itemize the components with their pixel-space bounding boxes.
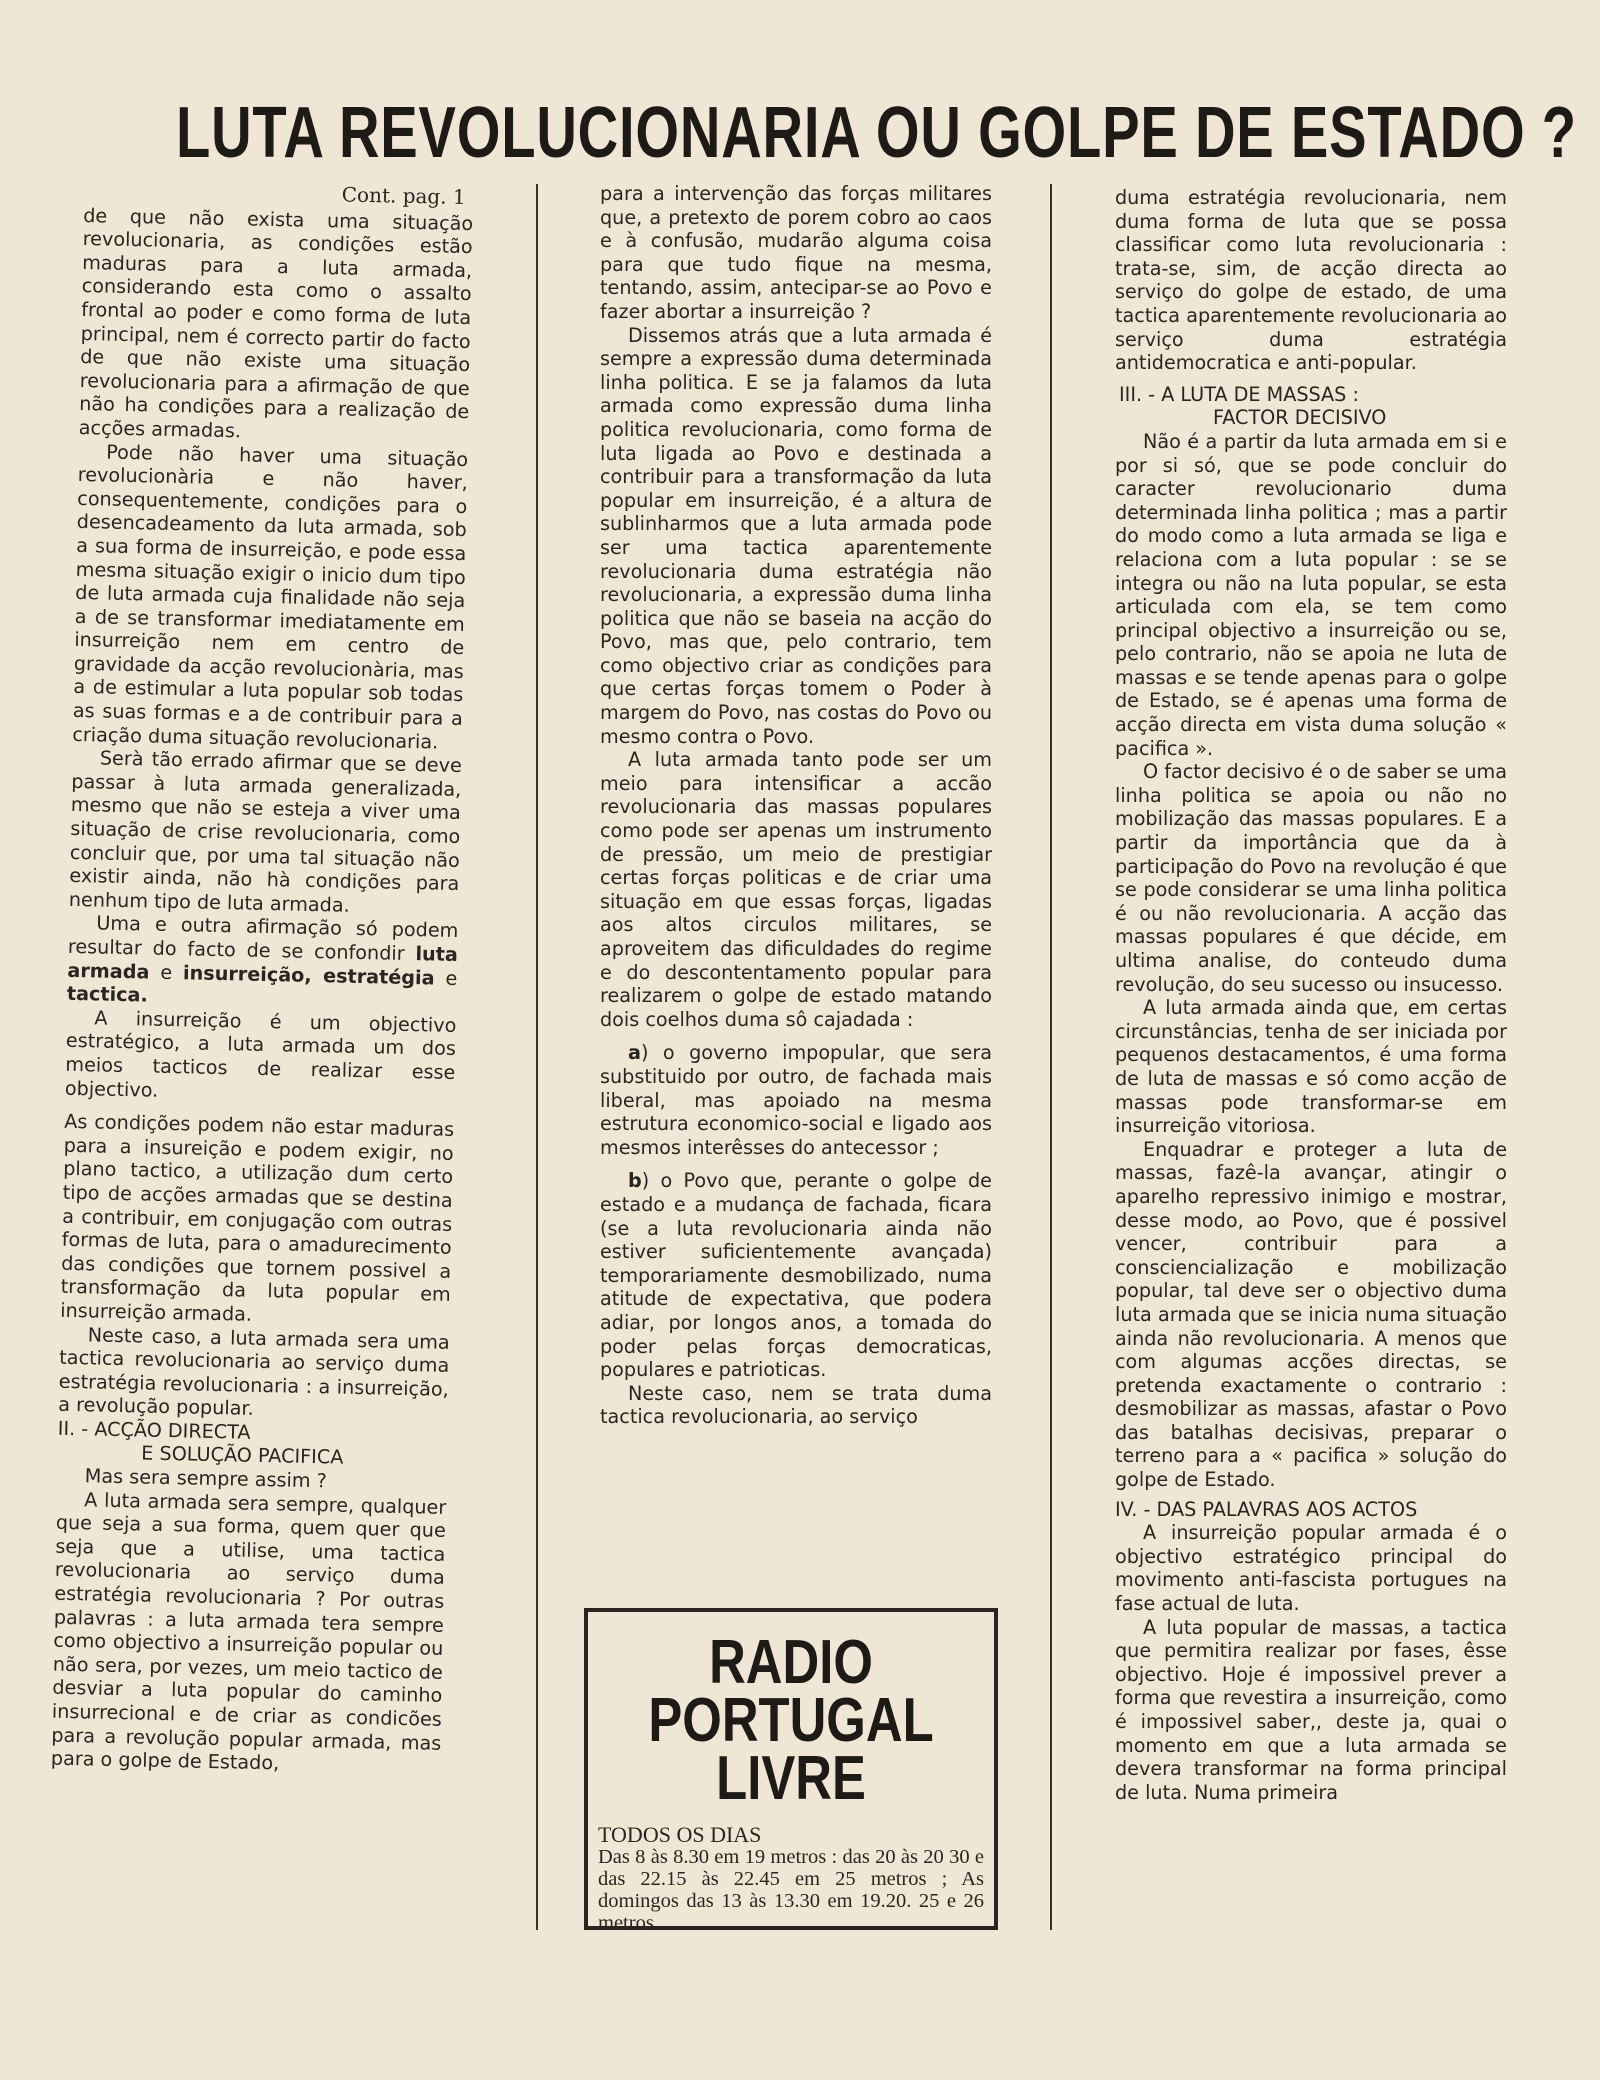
text-run: Uma e outra afirmação só podem resultar do facto de se confondir (67, 911, 459, 965)
paragraph: Mas sera sempre assim ? (84, 1464, 328, 1493)
page-headline: LUTA REVOLUCIONARIA OU GOLPE DE ESTADO ? (176, 93, 1577, 173)
text-run: ) o Povo que, perante o golpe de estado e a mudança de fachada, ficara (se a luta revolucionaria ainda não estiver suficientemente avançada) temporariamente desmobilizado, numa atitude de expectativa, que podera adiar, por longos anos, a tomada do poder pelas forças democraticas, populares e patrioticas. (600, 1169, 992, 1382)
schedule-days: TODOS OS DIAS (598, 1822, 762, 1847)
section-heading: IV. - DAS PALAVRAS AOS ACTOS (1115, 1497, 1418, 1521)
column-2 (600, 182, 992, 1429)
paragraph: de que não exista uma situação revolucionaria, as condições estão maduras para a luta armada, considerando esta como o assalto frontal ao poder e como forma de luta principal, nem é correcto partir do facto de que não existe uma situação revolucionaria para a afirmação de que não ha condições para a realização de acções armadas. (78, 203, 474, 443)
list-marker: a (628, 1041, 641, 1065)
list-item (600, 1169, 992, 1381)
paragraph: As condições podem não estar maduras para a insureição e podem exigir, no plano tactico, a utilização dum certo tipo de acções armadas que se destina a contribuir, em conjugação com outras formas de luta, para o amadurecimento das condições que tornem possivel a transformação da luta popular em insurreição armada. (60, 1109, 455, 1326)
continuation-note: Cont. pag. 1 (341, 182, 466, 209)
schedule-times: Das 8 às 8.30 em 19 metros : das 20 às 20 30 e das 22.15 às 22.45 em 25 metros ; As domingos das 13 às 13.30 em 19.20. 25 e 26 metros (598, 1846, 984, 1934)
paragraph: Não é a partir da luta armada em si e por si só, que se pode concluir do caracter revolucionario duma determinada linha politica ; mas a partir do modo como a luta armada se liga e relaciona com a luta popular : se se integra ou não na luta popular, se esta articulada com ela, se tem como principal objectivo a insurreição ou se, pelo contrario, não se apoia ne luta de massas e se tende apenas para o golpe de Estado, se é apenas uma forma de acção directa em vista duma solução « pacifica ». (1115, 429, 1507, 760)
paragraph: Neste caso, a luta armada sera uma tactica revolucionaria ao serviço duma estratégia revolucionaria : a insurreição, a revolução popular. (58, 1322, 450, 1421)
radio-advertisement (584, 1608, 998, 1934)
paragraph: Pode não haver uma situação revolucionària e não haver, consequentemente, condições para o desencadeamento da luta armada, sob a sua forma de insurreição, e pode essa mesma situação exigir o inicio dum tipo de luta armada cuja finalidade não seja a de se transformar imediatamente em insurreição nem em centro de gravidade da acção revolucionària, mas a de estimular a luta popular sob todas as suas formas e a de contribuir para a criação duma situação revolucionaria. (72, 440, 469, 754)
list-marker: b (628, 1169, 642, 1193)
paragraph (67, 911, 459, 1014)
paragraph: A luta armada ainda que, em certas circunstâncias, tenha de ser iniciada por pequenos destacamentos, é uma forma de luta de massas e só como acção de massas pode transformar-se em insurreição vitoriosa. (1115, 996, 1507, 1138)
column-1 (51, 178, 474, 1779)
paragraph: A insurreição é um objectivo estratégico, a luta armada um dos meios tacticos de realizar esse objectivo. (64, 1006, 457, 1102)
column-divider (536, 184, 538, 1930)
section-heading: FACTOR DECISIVO (1213, 406, 1387, 430)
paragraph: Serà tão errado afirmar que se deve passar à luta armada generalizada, mesmo que não se esteja a viver uma situação de crise revolucionaria, como concluir que, por uma tal situação não existir ainda, não hà condições para nenhum tipo de luta armada. (68, 746, 463, 917)
section-heading: III. - A LUTA DE MASSAS : (1119, 382, 1359, 406)
paragraph: duma estratégia revolucionaria, nem duma forma de luta que se possa classificar como luta revolucionaria : trata-se, sim, de acção directa ao serviço do golpe de estado, de uma tactica aparentemente revolucionaria ao serviço duma estratégia antidemocratica e anti-popular. (1115, 186, 1507, 375)
column-divider (1050, 184, 1052, 1930)
paragraph: A luta armada tanto pode ser um meio para intensificar a accão revolucionaria das massas populares como pode ser apenas um instrumento de pressão, um meio de prestigiar certas forças politicas e de criar uma situação em que essas forças, ligadas aos altos circulos militares, se aproveitem das dificuldades do regime e do descontentamento popular para realizarem o golpe de estado matando dois coelhos duma sô cajadada : (600, 748, 992, 1031)
text-run: e (445, 966, 458, 990)
paragraph: Enquadrar e proteger a luta de massas, fazê-la avançar, atingir o aparelho repressivo inimigo e mostrar, desse modo, ao Povo, que é possivel vencer, contribuir para a consciencialização e mobilização popular, tal deve ser o objectivo duma luta armada que se inicia numa situação ainda não revolucionaria. A menos que com algumas acções directas, se pretenda exactamente o contrario : desmobilizar as massas, afastar o Povo das batalhas decisivas, preparar o terreno para a « pacifica » solução do golpe de Estado. (1115, 1137, 1507, 1492)
radio-title-line: LIVRE (716, 1744, 866, 1813)
paragraph: A insurreição popular armada é o objectivo estratégico principal do movimento anti-fascista portugues na fase actual de luta. (1115, 1521, 1507, 1616)
broadcast-schedule (598, 1824, 984, 1934)
section-heading: II. - ACÇÃO DIRECTA (57, 1416, 251, 1444)
paragraph: para a intervenção das forças militares que, a pretexto de porem cobro ao caos e à confusão, mudarão alguma coisa para que tudo fique na mesma, tentando, assim, antecipar-se ao Povo e fazer abortar a insurreição ? (600, 182, 992, 323)
paragraph: Dissemos atrás que a luta armada é sempre a expressão duma determinada linha politica. E se ja falamos da luta armada como expressão duma linha politica revolucionaria, como forma de luta ligada ao Povo e destinada a contribuir para a transformação da luta popular em insurreição, é a altura de sublinharmos que a luta armada pode ser uma tactica aparentemente revolucionaria duma estratégia não revolucionaria, a expressão duma linha politica que não se baseia na acção do Povo, mas que, pelo contrario, tem como objectivo criar as condições para que certas forças tomem o Poder à margem do Povo, nas costas do Povo ou mesmo contra o Povo. (600, 323, 992, 748)
radio-title (633, 1628, 950, 1813)
bold-term: insurreição, estratégia (182, 960, 435, 990)
radio-title-line: RADIO (709, 1628, 873, 1697)
bold-term: luta armada (67, 942, 459, 984)
section-heading: E SOLUÇÃO PACIFICA (141, 1441, 344, 1470)
text-run: ) o governo impopular, que sera substituido por outro, de fachada mais liberal, mas apoiado na mesma estrutura economico-social e ligado aos mesmos interêsses do antecessor ; (600, 1041, 992, 1159)
column-3 (1115, 186, 1507, 1804)
radio-title-line: PORTUGAL (648, 1686, 934, 1755)
text-run: e (160, 960, 173, 984)
bold-term: tactica. (66, 982, 149, 1007)
paragraph: O factor decisivo é o de saber se uma linha politica se apoia ou não no mobilização das massas populares. E a partir da importância que da à participação do Povo na revolução é que se pode considerar se uma linha politica é ou não revolucionaria. A acção das massas populares é que décide, em ultima analise, do conteudo duma revolução, do seu sucesso ou insucesso. (1115, 760, 1507, 996)
paragraph: A luta popular de massas, a tactica que permitira realizar por fases, êsse objectivo. Hoje é impossivel prever a forma que revestira a insurreição, como é impossivel saber,, deste ja, quai o momento em que a luta armada se devera transformar na forma principal de luta. Numa primeira (1115, 1615, 1507, 1804)
paragraph: Neste caso, nem se trata duma tactica revolucionaria, ao serviço (600, 1381, 992, 1429)
paragraph: A luta armada sera sempre, qualquer que seja a sua forma, quem quer que seja que a utilise, uma tactica revolucionaria ao serviço duma estratégia revolucionaria ? Por outras palavras : a luta armada tera sempre como objectivo a insurreição popular ou não sera, por vezes, um meio tactico de desviar a luta popular do caminho insurrecional e de criar as condicões para a revolução popular armada, mas para o golpe de Estado, (50, 1487, 447, 1775)
list-item (600, 1041, 992, 1159)
